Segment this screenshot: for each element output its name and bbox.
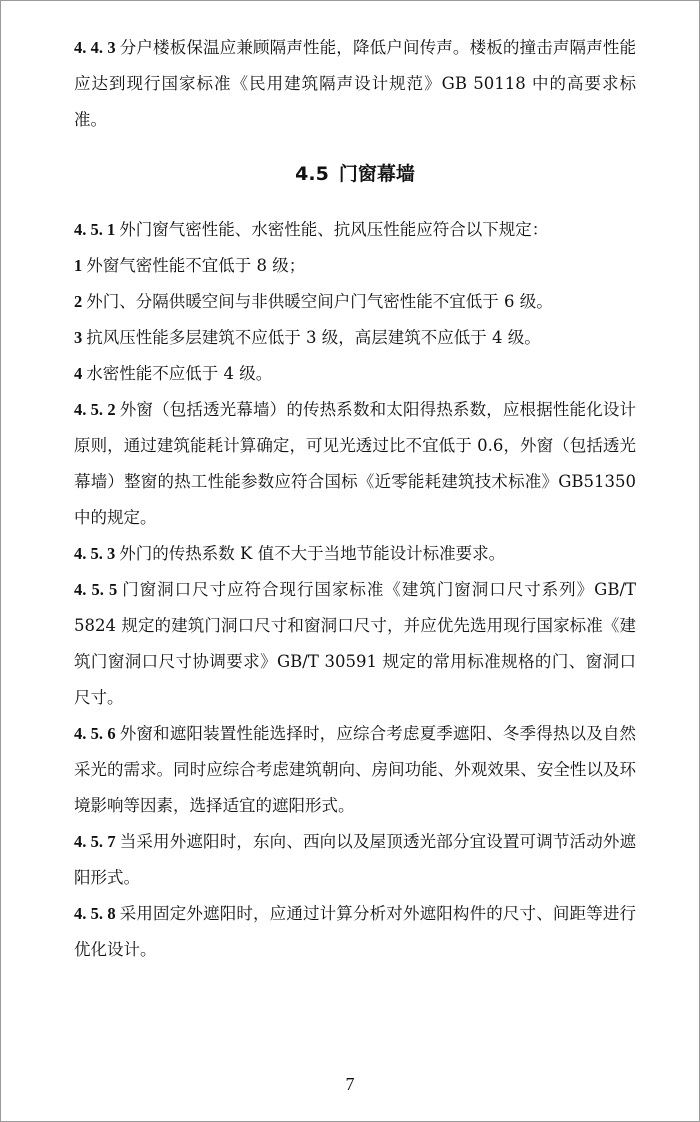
clause-4-5-8: [74, 896, 636, 968]
section-title: 门窗幕墙: [338, 163, 415, 185]
section-number: 4.5: [295, 163, 329, 185]
clause-4-5-7: [74, 824, 636, 896]
document-body: [74, 30, 636, 968]
clause-text: 外窗和遮阳装置性能选择时，应综合考虑夏季遮阳、冬季得热以及自然采光的需求。同时应综合考虑建筑朝向、房间功能、外观效果、安全性以及环境影响等因素，选择适宜的遮阳形式。: [74, 724, 637, 815]
clause-number: 4. 5. 6: [74, 724, 116, 743]
item-text: 抗风压性能多层建筑不应低于 3 级，高层建筑不应低于 4 级。: [86, 328, 541, 347]
clause-text: 采用固定外遮阳时，应通过计算分析对外遮阳构件的尺寸、间距等进行优化设计。: [74, 904, 637, 959]
clause-text: 外门窗气密性能、水密性能、抗风压性能应符合以下规定：: [119, 220, 549, 239]
clause-number: 4. 5. 7: [74, 832, 116, 851]
clause-number: 4. 4. 3: [74, 38, 116, 57]
item-number: 3: [74, 328, 83, 347]
clause-text: 外门的传热系数 K 值不大于当地节能设计标准要求。: [119, 544, 506, 563]
list-item-2: [74, 284, 636, 320]
list-item-3: [74, 320, 636, 356]
item-text: 水密性能不应低于 4 级。: [86, 364, 273, 383]
item-text: 外门、分隔供暖空间与非供暖空间户门气密性能不宜低于 6 级。: [86, 292, 553, 311]
item-number: 2: [74, 292, 83, 311]
list-item-4: [74, 356, 636, 392]
item-text: 外窗气密性能不宜低于 8 级；: [86, 256, 306, 275]
clause-text: 当采用外遮阳时，东向、西向以及屋顶透光部分宜设置可调节活动外遮阳形式。: [74, 832, 637, 887]
item-number: 1: [74, 256, 83, 275]
section-heading: [74, 156, 636, 192]
clause-text: 门窗洞口尺寸应符合现行国家标准《建筑门窗洞口尺寸系列》GB/T 5824 规定的建筑门洞口尺寸和窗洞口尺寸，并应优先选用现行国家标准《建筑门窗洞口尺寸协调要求》GB/T 30591 规定的常用标准规格的门、窗洞口尺寸。: [74, 580, 637, 707]
clause-number: 4. 5. 3: [74, 544, 116, 563]
clause-number: 4. 5. 8: [74, 904, 116, 923]
clause-number: 4. 5. 5: [74, 580, 118, 599]
clause-4-5-6: [74, 716, 636, 824]
clause-number: 4. 5. 1: [74, 220, 116, 239]
item-number: 4: [74, 364, 83, 383]
list-item-1: [74, 248, 636, 284]
clause-4-4-3: [74, 30, 636, 138]
clause-text: 分户楼板保温应兼顾隔声性能，降低户间传声。楼板的撞击声隔声性能应达到现行国家标准《民用建筑隔声设计规范》GB 50118 中的高要求标准。: [74, 38, 637, 129]
page-number: 7: [345, 1074, 355, 1094]
clause-4-5-2: [74, 392, 636, 536]
clause-4-5-1: [74, 212, 636, 248]
clause-text: 外窗（包括透光幕墙）的传热系数和太阳得热系数，应根据性能化设计原则，通过建筑能耗计算确定，可见光透过比不宜低于 0.6，外窗（包括透光幕墙）整窗的热工性能参数应符合国标《近零能耗建筑技术标准》GB51350 中的规定。: [74, 400, 637, 527]
clause-number: 4. 5. 2: [74, 400, 116, 419]
clause-4-5-3: [74, 536, 636, 572]
clause-4-5-5: [74, 572, 636, 716]
